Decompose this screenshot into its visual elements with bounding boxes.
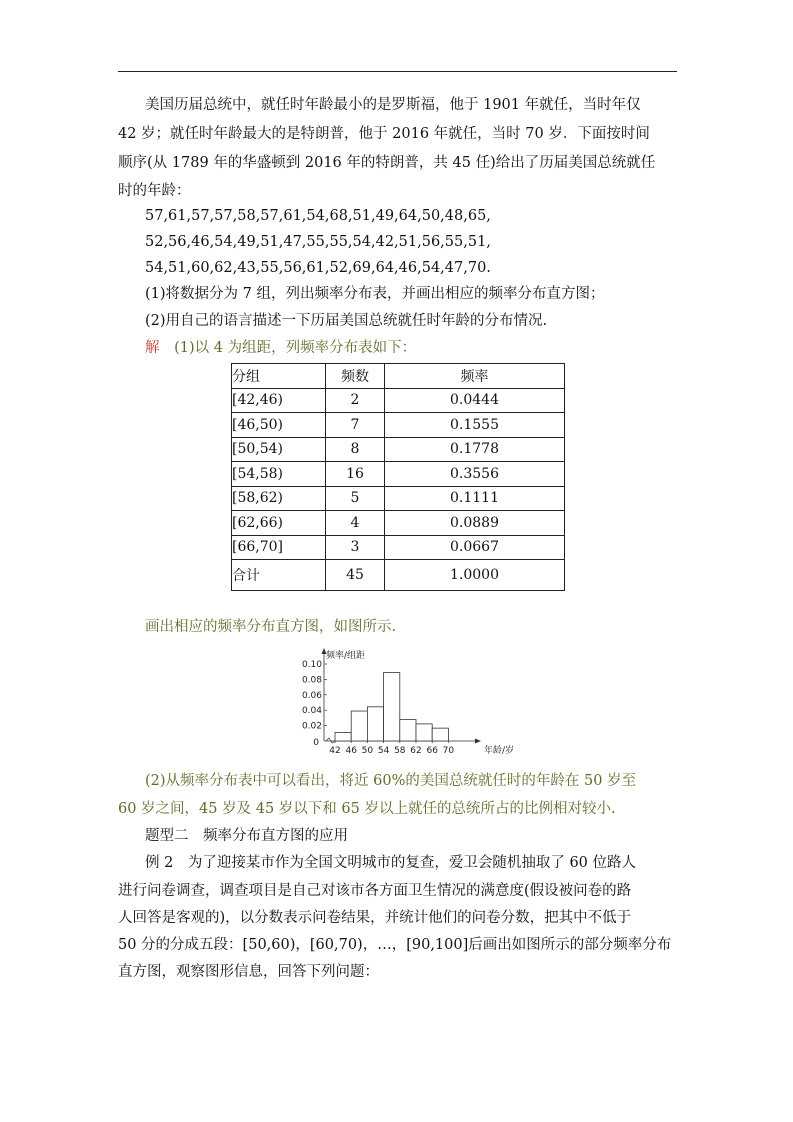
table-row	[232, 535, 565, 560]
table-cell-count: 45	[326, 560, 385, 591]
example-label: 例 2	[145, 855, 174, 871]
y-axis-label: 频率/组距	[326, 651, 366, 661]
table-header-cell: 频数	[326, 364, 385, 389]
example-text: 为了迎接某市作为全国文明城市的复查，爱卫会随机抽取了 60 位路人	[173, 855, 637, 871]
table-cell-frequency: 0.0889	[385, 511, 565, 536]
example-line-1	[145, 853, 636, 873]
table-header-cell: 频率	[385, 364, 565, 389]
table-cell-frequency: 0.3556	[385, 462, 565, 487]
histogram-caption: 画出相应的频率分布直方图，如图所示.	[145, 619, 397, 635]
table-header-row	[232, 364, 565, 389]
example-line-2: 进行问卷调查，调查项目是自己对该市各方面卫生情况的满意度(假设被问卷的路	[118, 883, 632, 899]
part2-line-2: 60 岁之间，45 岁及 45 岁以下和 65 岁以上就任的总统所占的比例相对较小.	[118, 801, 616, 817]
table-header-cell: 分组	[232, 364, 326, 389]
table-cell-count: 2	[326, 388, 385, 413]
table-row	[232, 511, 565, 536]
frequency-table	[231, 363, 565, 591]
table-cell-count: 4	[326, 511, 385, 536]
table-cell-group: 合计	[232, 560, 326, 591]
table-row	[232, 388, 565, 413]
x-tick-label: 42	[329, 746, 341, 756]
x-tick-label: 66	[426, 746, 438, 756]
x-tick-label: 46	[345, 746, 357, 756]
table-cell-frequency: 0.0667	[385, 535, 565, 560]
table-row	[232, 486, 565, 511]
histogram-bar	[400, 720, 416, 741]
intro-line-2: 42 岁；就任时年龄最大的是特朗普，他于 2016 年就任，当时 70 岁．下面按时间	[118, 126, 650, 142]
table-cell-group: [58,62)	[232, 486, 326, 511]
table-row	[232, 462, 565, 487]
y-tick-label: 0.02	[301, 721, 322, 732]
table-row	[232, 413, 565, 438]
intro-line-3: 顺序(从 1789 年的华盛顿到 2016 年的特朗普，共 45 任)给出了历届美国总统就任	[118, 155, 656, 171]
solution-intro	[145, 338, 416, 358]
header-rule	[118, 71, 677, 72]
question-1: (1)将数据分为 7 组，列出频率分布表，并画出相应的频率分布直方图；	[145, 286, 605, 302]
section-title: 题型二 频率分布直方图的应用	[145, 828, 348, 844]
table-cell-frequency: 0.1111	[385, 486, 565, 511]
y-tick-label: 0.06	[301, 690, 322, 701]
y-tick-label: 0.04	[301, 706, 322, 717]
histogram-bar	[367, 707, 383, 741]
example-line-3: 人回答是客观的)，以分数表示问卷结果，并统计他们的问卷分数，把其中不低于	[118, 910, 632, 926]
table-cell-group: [54,58)	[232, 462, 326, 487]
y-tick-label: 0.10	[301, 660, 322, 670]
ages-row-1: 57,61,57,57,58,57,61,54,68,51,49,64,50,48,65,	[145, 208, 491, 224]
x-tick-label: 70	[442, 746, 455, 756]
histogram-bar	[335, 732, 351, 741]
y-tick-label: 0.08	[301, 675, 322, 686]
table-cell-group: [66,70]	[232, 535, 326, 560]
x-axis-label: 年龄/岁	[484, 746, 515, 756]
table-cell-count: 5	[326, 486, 385, 511]
table-cell-count: 7	[326, 413, 385, 438]
table-cell-frequency: 1.0000	[385, 560, 565, 591]
x-axis-arrow	[475, 739, 481, 744]
table-cell-group: [50,54)	[232, 437, 326, 462]
example-line-4: 50 分的分成五段：[50,60)，[60,70)，…，[90,100]后画出如图所示的部分频率分布	[118, 937, 672, 953]
solution-part1-intro: (1)以 4 为组距，列频率分布表如下：	[174, 340, 417, 356]
histogram-bar	[351, 711, 367, 741]
table-total-row	[232, 560, 565, 591]
axis-break	[326, 738, 335, 743]
example-line-5: 直方图，观察图形信息，回答下列问题：	[118, 964, 379, 980]
ages-row-2: 52,56,46,54,49,51,47,55,55,54,42,51,56,55,51,	[145, 234, 491, 250]
table-cell-count: 8	[326, 437, 385, 462]
table-cell-frequency: 0.0444	[385, 388, 565, 413]
table-cell-frequency: 0.1555	[385, 413, 565, 438]
histogram-bar	[416, 724, 432, 741]
question-2: (2)用自己的语言描述一下历届美国总统就任时年龄的分布情况.	[145, 313, 548, 329]
table-cell-group: [62,66)	[232, 511, 326, 536]
intro-line-4: 时的年龄：	[118, 183, 191, 199]
frequency-histogram	[290, 645, 540, 760]
table-cell-count: 3	[326, 535, 385, 560]
intro-line-1: 美国历届总统中，就任时年龄最小的是罗斯福，他于 1901 年就任，当时年仅	[145, 97, 641, 113]
table-cell-group: [42,46)	[232, 388, 326, 413]
table-cell-group: [46,50)	[232, 413, 326, 438]
table-cell-frequency: 0.1778	[385, 437, 565, 462]
ages-row-3: 54,51,60,62,43,55,56,61,52,69,64,46,54,47,70.	[145, 260, 491, 276]
x-tick-label: 54	[377, 746, 390, 756]
x-tick-label: 62	[410, 746, 422, 756]
table-cell-count: 16	[326, 462, 385, 487]
table-row	[232, 437, 565, 462]
origin-label: 0	[313, 738, 319, 748]
solution-label: 解	[145, 340, 160, 356]
histogram-bar	[384, 673, 400, 741]
x-tick-label: 50	[361, 746, 374, 756]
x-tick-label: 58	[394, 746, 406, 756]
part2-line-1: (2)从频率分布表中可以看出，将近 60%的美国总统就任时的年龄在 50 岁至	[145, 773, 637, 789]
histogram-bar	[432, 728, 448, 741]
